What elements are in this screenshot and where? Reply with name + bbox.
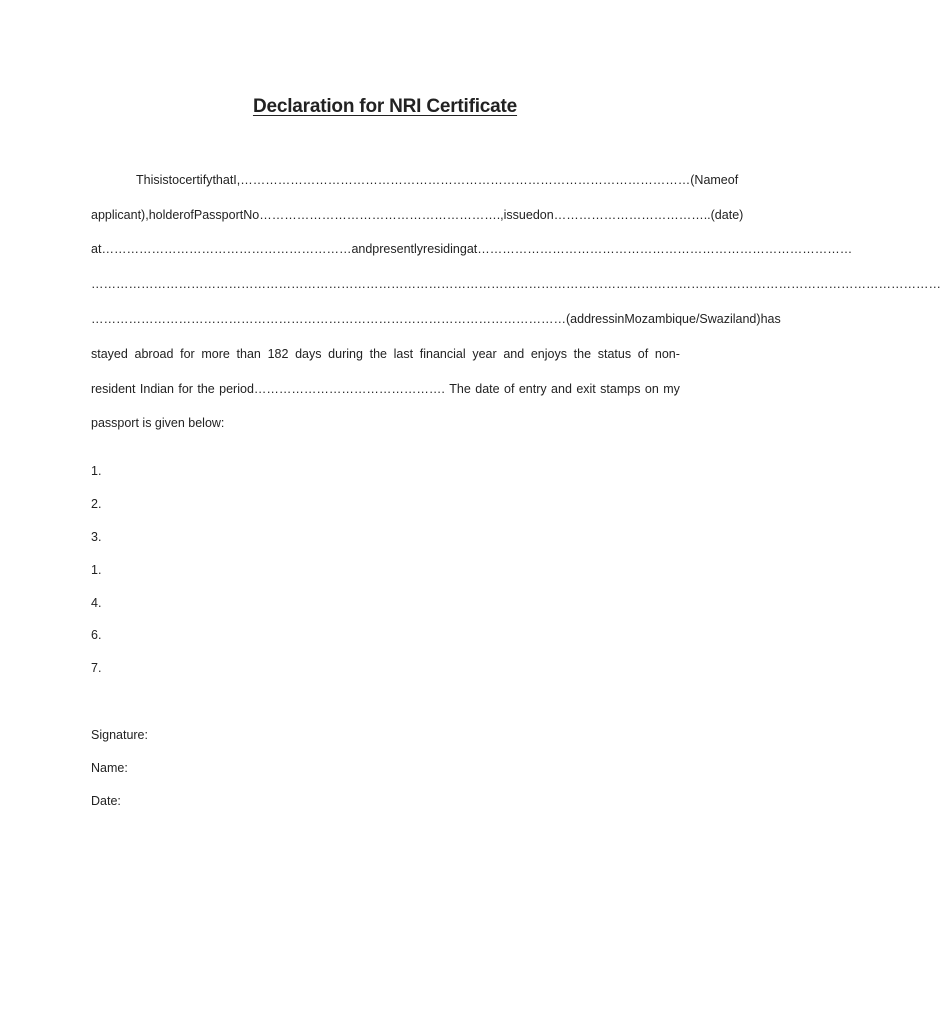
body-line-8 [91,415,680,431]
passport-blank: No…………………………………………………., [243,208,504,222]
word: on [539,208,554,222]
date-label: Date: [91,794,121,808]
name-label: Name: [91,761,128,775]
body-line-6 [91,346,680,362]
word: non- [654,347,680,361]
word: on [644,382,659,396]
word: abroad [134,347,174,361]
word: residing [423,242,467,256]
word: status [597,347,632,361]
word: and [551,382,572,396]
word: during [328,347,363,361]
word: of [637,347,649,361]
list-item: 3. [91,530,102,544]
word: date [475,382,500,396]
word: to [168,173,180,187]
word: and [503,347,525,361]
word: issued [503,208,540,222]
word: for [178,382,193,396]
body-line-1 [136,172,739,188]
word: entry [518,382,547,396]
word: my [663,382,680,396]
word: I, [233,173,241,187]
word: 182 [267,347,289,361]
word: of [183,208,194,222]
word: of [504,382,515,396]
period-blank: period………………………………………. [219,382,445,396]
body-line-2 [91,207,744,223]
list-item: 2. [91,497,102,511]
address-blank: ……………………………………………………………………………………………………(address [91,312,615,326]
word: This [136,173,160,187]
word: exit [576,382,596,396]
word: the [197,382,215,396]
word: presently [372,242,424,256]
word: (Name [690,173,728,187]
word: enjoys [530,347,567,361]
word: Passport [193,208,244,222]
word: resident [91,382,136,396]
date-blank: ………………………………..(date) [553,208,744,222]
word: that [212,173,234,187]
word: year [472,347,497,361]
word: stamps [600,382,641,396]
word: days [295,347,322,361]
list-item: 4. [91,596,102,610]
word: of [727,173,739,187]
list-item: 6. [91,628,102,642]
word: certify [179,173,213,187]
word: and [351,242,373,256]
word: Indian [139,382,174,396]
word: has [760,312,781,326]
word: passport is given below: [91,416,225,430]
word: last [393,347,414,361]
word: for [180,347,195,361]
word: at [466,242,478,256]
place-blank: …………………………………………………… [101,242,352,256]
signature-label: Signature: [91,728,148,742]
list-item: 7. [91,661,102,675]
document-title: Declaration for NRI Certificate [252,96,518,117]
body-line-7 [91,381,680,397]
word: financial [419,347,466,361]
list-item: 1. [91,464,102,478]
word: more [201,347,230,361]
body-line-3 [91,241,853,257]
word: is [159,173,169,187]
list-item: 1. [91,563,102,577]
word: Mozambique/Swaziland) [624,312,761,326]
word: at [91,242,102,256]
word: in [614,312,625,326]
word: applicant), [91,208,149,222]
word: holder [148,208,184,222]
body-line-5 [91,311,781,327]
name-blank: ……………………………………………………………………………………………… [240,173,691,187]
word: the [369,347,387,361]
address-blank: …………………………………………………………………………………………………………………………………………………………………………………… [91,277,941,291]
word: than [236,347,261,361]
word: stayed [91,347,128,361]
address-blank: ……………………………………………………………………………… [477,242,853,256]
body-line-4 [91,276,941,292]
word: The [449,382,471,396]
word: the [573,347,592,361]
